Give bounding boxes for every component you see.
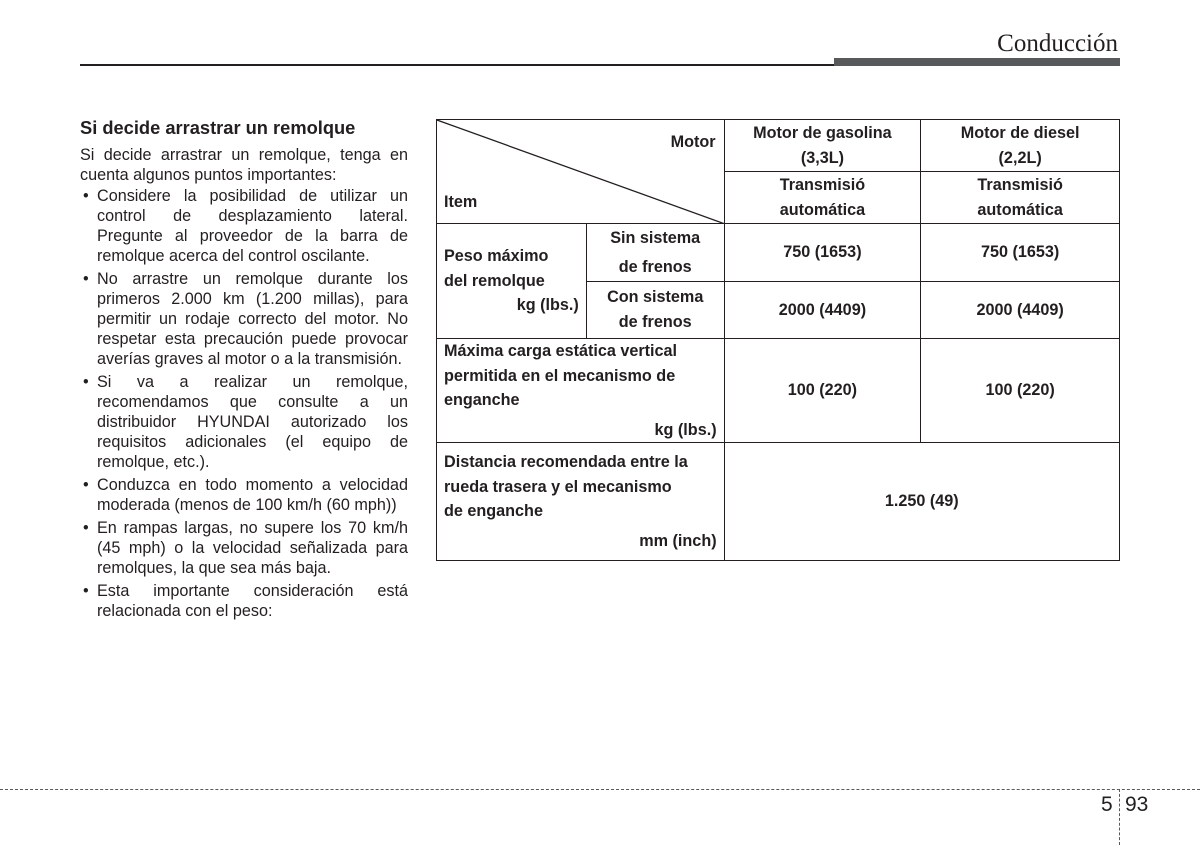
running-header-title: Conducción [997, 30, 1118, 57]
corner-header-cell [437, 120, 725, 224]
value-cell: 1.250 (49) [724, 443, 1119, 561]
value-cell: 100 (220) [921, 338, 1120, 442]
engine-gasoline-displacement: (3,3L) [800, 148, 845, 167]
distance-label-line1: Distancia recomendada entre la [444, 453, 688, 472]
list-item-text: Si va a realizar un remolque, recomendamos que consulte a un distribuidor HYUNDAI autorizado los requisitos adicionales (el equipo de remolque, etc.). [97, 373, 408, 471]
list-item [80, 518, 408, 578]
with-brakes-label-cell [586, 281, 724, 338]
transmission-label-line1: Transmisió [779, 176, 866, 195]
transmission-diesel-header [921, 172, 1120, 224]
vertical-load-label-cell [437, 338, 725, 442]
value-cell: 2000 (4409) [724, 281, 921, 338]
vertical-load-label-line3: enganche [444, 391, 520, 410]
chapter-number: 5 [1101, 793, 1113, 816]
transmission-gasoline-header [724, 172, 921, 224]
trailer-weight-unit: kg (lbs.) [516, 296, 579, 315]
footer-divider [1119, 789, 1120, 845]
corner-motor-label: Motor [670, 133, 716, 151]
distance-label-line3: de enganche [444, 502, 543, 521]
engine-diesel-header [921, 120, 1120, 172]
vertical-load-label-line1: Máxima carga estática vertical [444, 342, 678, 361]
value-cell: 100 (220) [724, 338, 921, 442]
list-item [80, 186, 408, 266]
trailer-weight-label-line2: del remolque [444, 271, 545, 290]
engine-diesel-displacement: (2,2L) [998, 148, 1042, 167]
intro-paragraph: Si decide arrastrar un remolque, tenga en cuenta algunos puntos importantes: [80, 146, 408, 184]
no-brakes-label-line2: de frenos [618, 258, 692, 277]
bullet-dot: • [83, 270, 89, 288]
section-heading: Si decide arrastrar un remolque [80, 117, 356, 138]
vertical-load-unit: kg (lbs.) [654, 420, 717, 439]
trailer-weight-label-cell [437, 224, 587, 339]
list-item [80, 581, 408, 621]
list-item-text: En rampas largas, no supere los 70 km/h (45 mph) o la velocidad señalizada para remolques, la que sea más baja. [97, 519, 408, 577]
towing-spec-table [436, 119, 1120, 561]
bullet-dot: • [83, 476, 89, 494]
footer-rule [0, 789, 1200, 790]
list-item [80, 269, 408, 369]
table-row [437, 120, 1120, 172]
value-cell: 2000 (4409) [921, 281, 1120, 338]
bullet-dot: • [83, 582, 89, 600]
corner-item-label: Item [444, 193, 478, 211]
list-item [80, 475, 408, 515]
distance-label-line2: rueda trasera y el mecanismo [444, 477, 672, 496]
transmission-label-line1: Transmisió [977, 176, 1063, 195]
list-item [80, 372, 408, 472]
trailer-weight-label-line1: Peso máximo [444, 247, 549, 266]
bullet-dot: • [83, 187, 89, 205]
vertical-load-label-line2: permitida en el mecanismo de [444, 366, 676, 385]
list-item-text: Conduzca en todo momento a velocidad moderada (menos de 100 km/h (60 mph)) [97, 476, 408, 514]
transmission-label-line2: automática [779, 200, 866, 219]
list-item-text: Esta importante consideración está relacionada con el peso: [97, 582, 408, 620]
with-brakes-label-line2: de frenos [618, 312, 692, 331]
no-brakes-label-line1: Sin sistema [610, 228, 701, 247]
table-row [437, 443, 1120, 561]
engine-diesel-name: Motor de diesel [960, 124, 1080, 143]
transmission-label-line2: automática [977, 200, 1063, 219]
header-accent-bar [834, 58, 1120, 66]
bullet-dot: • [83, 519, 89, 537]
list-item-text: No arrastre un remolque durante los primeros 2.000 km (1.200 millas), para permitir un rodaje correcto del motor. No respetar esta precaución puede provocar averías graves al motor o a la transmisión. [97, 270, 408, 368]
with-brakes-label-line1: Con sistema [607, 288, 704, 307]
distance-label-cell [437, 443, 725, 561]
distance-unit: mm (inch) [639, 531, 717, 550]
text-column [80, 117, 408, 624]
list-item-text: Considere la posibilidad de utilizar un control de desplazamiento lateral. Pregunte al proveedor de la barra de remolque acerca del control oscilante. [97, 187, 408, 265]
engine-gasoline-header [724, 120, 921, 172]
no-brakes-label-cell [586, 224, 724, 281]
table-row [437, 338, 1120, 442]
bullet-list [80, 186, 408, 621]
page-number: 93 [1125, 793, 1149, 816]
value-cell: 750 (1653) [724, 224, 921, 281]
engine-gasoline-name: Motor de gasolina [753, 124, 892, 143]
value-cell: 750 (1653) [921, 224, 1120, 281]
table-row [437, 224, 1120, 281]
bullet-dot: • [83, 373, 89, 391]
